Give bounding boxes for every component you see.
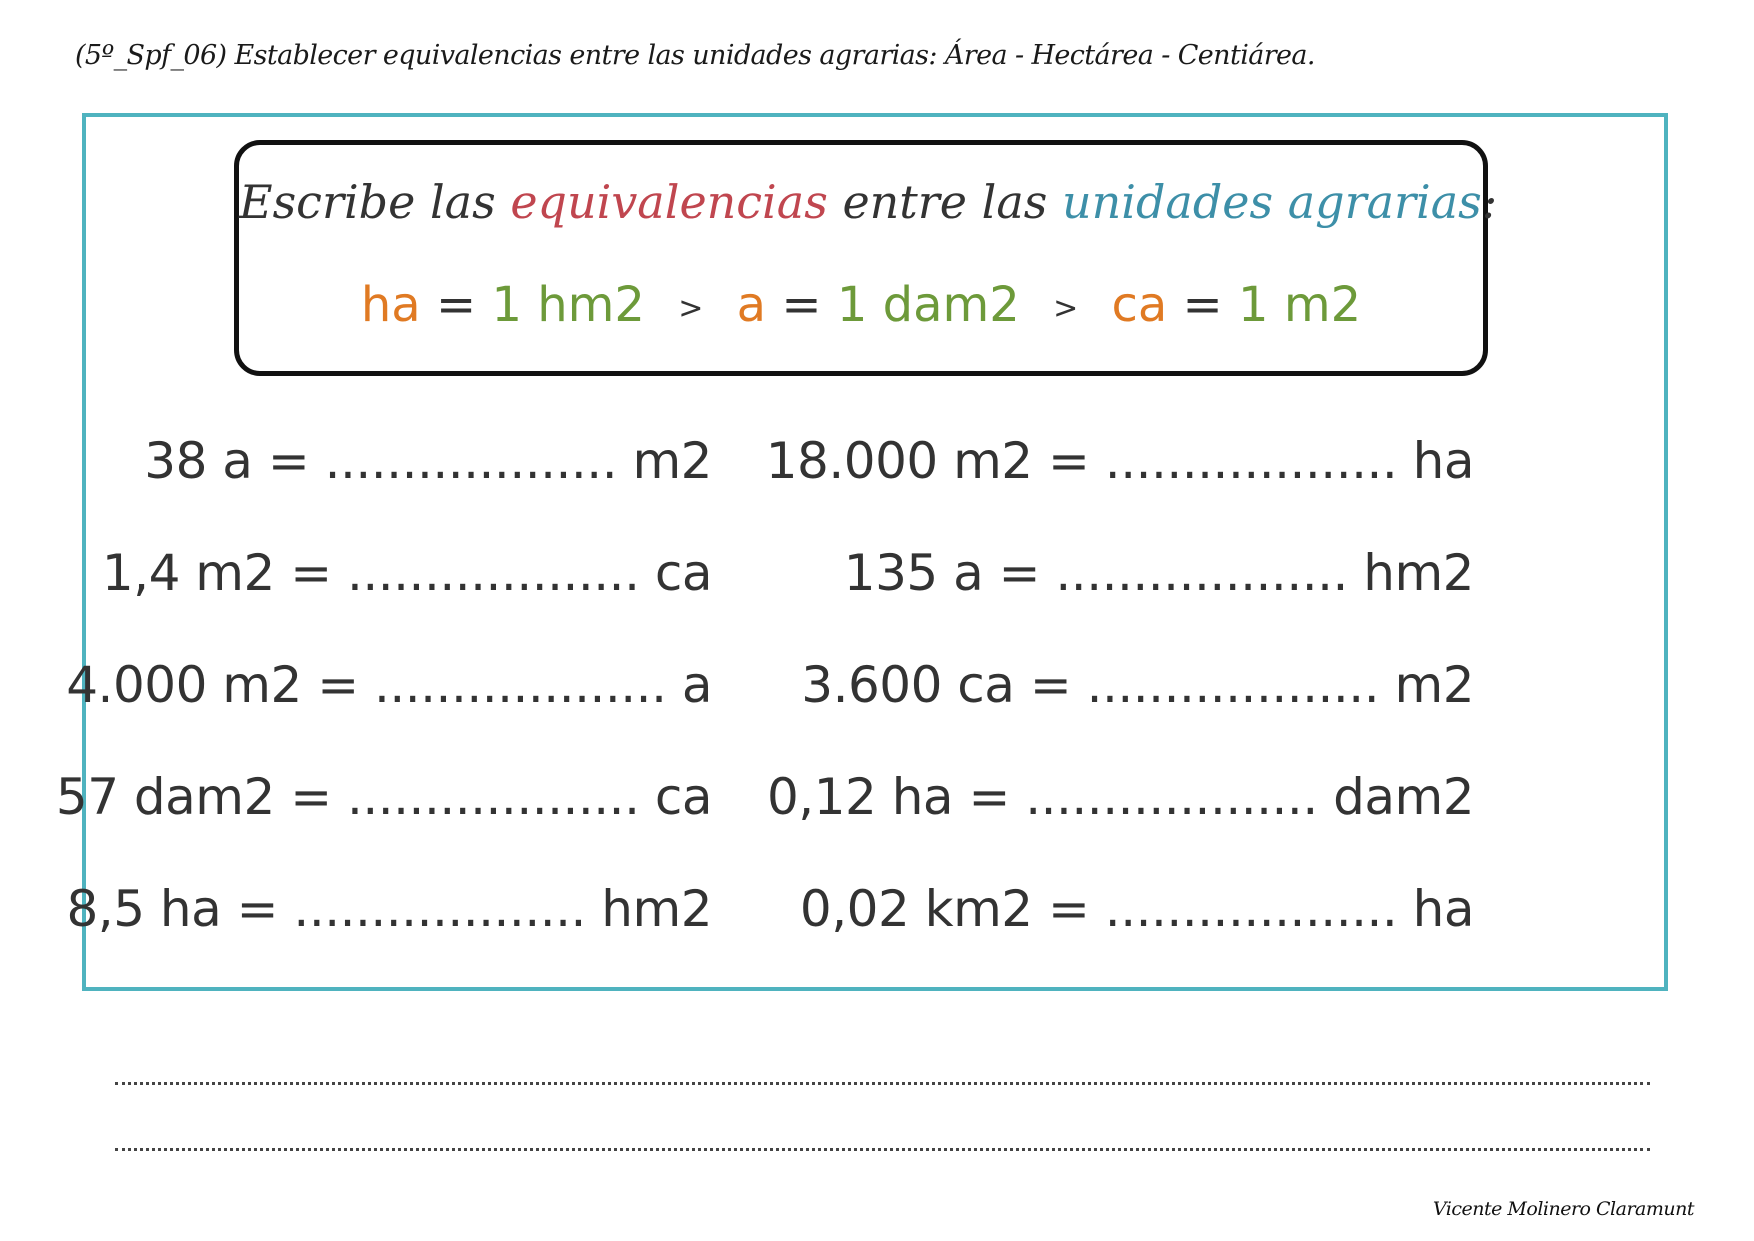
exercise-right-3: 3.600 ca = ................... m2 <box>801 656 1474 714</box>
unit-a: a <box>736 277 767 333</box>
unit-ha: ha <box>360 277 421 333</box>
exercise-left-1: 38 a = ................... m2 <box>144 432 712 490</box>
instruction-part-3: entre las <box>842 175 1048 229</box>
equals-sign: = <box>435 277 477 333</box>
exercise-right-1: 18.000 m2 = ................... ha <box>765 432 1474 490</box>
exercise-left-5: 8,5 ha = ................... hm2 <box>66 880 712 938</box>
greater-than-sign: > <box>678 290 704 326</box>
equals-sign: = <box>1182 277 1223 333</box>
equals-sign: = <box>781 277 822 333</box>
value-hm2: 1 hm2 <box>491 277 645 333</box>
unit-ca: ca <box>1111 277 1168 333</box>
exercise-right-4: 0,12 ha = ................... dam2 <box>767 768 1474 826</box>
exercise-right-2: 135 a = ................... hm2 <box>843 544 1474 602</box>
exercise-left-2: 1,4 m2 = ................... ca <box>101 544 712 602</box>
instruction-equivalencias: equivalencias <box>510 175 828 229</box>
exercise-left-4: 57 dam2 = ................... ca <box>55 768 712 826</box>
instruction-colon: : <box>1481 175 1498 229</box>
instruction-text <box>239 175 1498 229</box>
greater-than-sign: > <box>1053 290 1079 326</box>
exercise-left-3: 4.000 m2 = ................... a <box>66 656 712 714</box>
answer-line-1 <box>115 1082 1650 1085</box>
page-title: (5º_Spf_06) Establecer equivalencias entre las unidades agrarias: Área - Hectárea - Centiárea. <box>75 40 1315 71</box>
instruction-box <box>234 140 1498 376</box>
instruction-part-1: Escribe las <box>239 175 496 229</box>
answer-line-2 <box>115 1148 1650 1151</box>
author-signature: Vicente Molinero Claramunt <box>1432 1198 1694 1220</box>
equivalence-formula <box>239 277 1483 333</box>
value-dam2: 1 dam2 <box>836 277 1020 333</box>
value-m2: 1 m2 <box>1238 277 1362 333</box>
exercise-right-5: 0,02 km2 = ................... ha <box>799 880 1474 938</box>
instruction-unidades-agrarias: unidades agrarias <box>1061 175 1482 229</box>
